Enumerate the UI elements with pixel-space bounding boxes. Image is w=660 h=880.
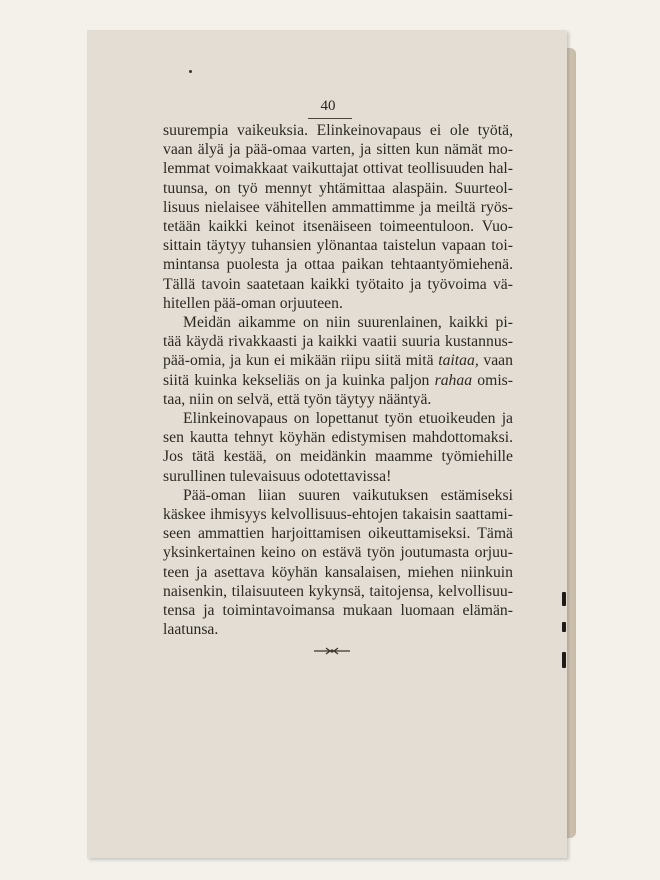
text-line: käskee ihmisyys kelvollisuus-ehtojen takaisin saattami-	[163, 506, 513, 524]
text-line: tensa ja toimintavoimansa mukaan luomaan elämän-	[163, 602, 513, 620]
text-line: pää-omia, ja kun ei mikään riipu siitä mitä	[163, 352, 439, 370]
text-line: tää käydä rivakkaasti ja kaikki vaatii suuria kustannus-	[163, 333, 513, 351]
paragraph-3	[163, 409, 513, 486]
text-line: lisuus nielaisee vähitellen ammattimme ja meiltä ryös-	[163, 198, 513, 216]
text-line: ja sen kautta tehnyt köyhän edistymisen mahdottomaksi.	[163, 410, 514, 447]
text-fragment: vaan	[478, 352, 513, 370]
text-line: Meidän aikamme on niin suurenlainen, kaikki pi-	[183, 314, 513, 332]
text-line: mintansa puolesta ja ottaa paikan tehtaantyömiehenä.	[163, 256, 513, 274]
text-line: naisenkin, tilaisuuteen kykynsä, taitojensa, kelvollisuu-	[163, 582, 513, 600]
italic-word: taitaa,	[438, 352, 479, 370]
text-line: lemmat voimakkaat vaikuttajat ottivat teollisuuden hal-	[163, 160, 513, 178]
text-line: seen ammattien harjoittamisen oikeuttamiseksi. Tämä	[163, 525, 513, 543]
text-line: tuunsa, on työ mennyt yhtämittaa alaspäin. Suurteol-	[163, 179, 513, 197]
text-line: taa, niin on selvä, että työn täytyy nääntyä.	[163, 390, 432, 408]
text-line: Pää-oman liian suuren vaikutuksen estämiseksi	[183, 486, 513, 504]
text-line: teen ja asettava köyhän kansalaisen, miehen niinkuin	[163, 563, 513, 581]
text-line: vaan älyä ja pää-omaa varten, ja sitten kun nämät mo-	[163, 141, 513, 159]
text-line: Tällä tavoin saatetaan kaikki työtaito ja työvoima vä-	[163, 275, 513, 293]
paragraph-1	[163, 121, 513, 313]
text-line: Elinkeinovapaus on lopettanut työn etuoikeuden	[183, 410, 496, 428]
text-line: hitellen pää-oman orjuuteen.	[163, 294, 343, 312]
paragraph-4	[163, 486, 513, 640]
text-line: Jos tätä kestää, on meidänkin maamme työmiehille	[163, 448, 513, 466]
italic-word: rahaa	[434, 371, 473, 389]
text-line: tetään kaikki keinot itsenäiseen toimeentuloon. Vuo-	[163, 218, 513, 236]
text-line: suurempia vaikeuksia. Elinkeinovapaus ei ole työtä,	[163, 122, 513, 139]
text-line: surullinen tulevaisuus odotettavissa!	[163, 467, 392, 485]
paragraph-2	[163, 313, 513, 409]
page-number: 40	[320, 98, 336, 114]
page-number-rule	[308, 118, 352, 119]
text-line: sittain täytyy tuhansien ylönantaa taistelun vapaan toi-	[163, 237, 513, 255]
text-fragment: omis-	[472, 371, 514, 389]
text-line: yksinkertainen keino on estävä työn joutumasta orjuu-	[163, 544, 513, 562]
binding-thread-marks	[562, 592, 568, 682]
text-line: laatunsa.	[163, 621, 219, 639]
decorative-rule-icon	[312, 644, 352, 658]
ink-speck	[189, 70, 192, 73]
text-line: siitä kuinka kekseliäs on ja kuinka paljon	[163, 371, 435, 389]
body-text	[163, 121, 513, 639]
